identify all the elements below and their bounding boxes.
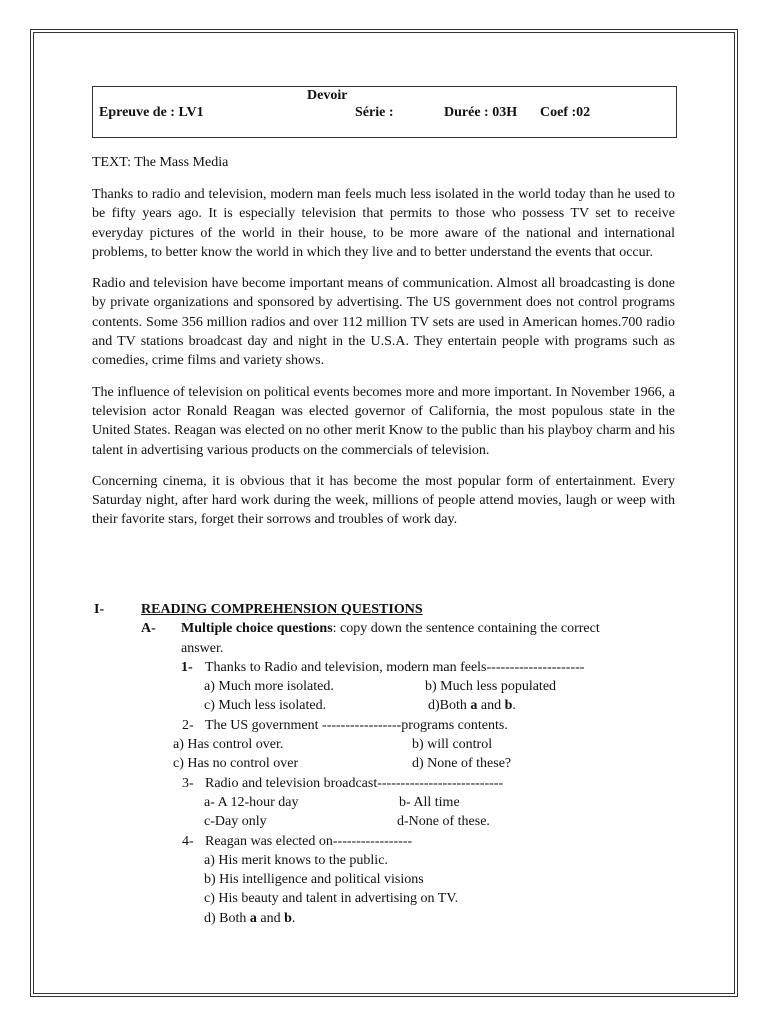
question-2-options-cd	[92, 754, 675, 773]
header-duree: Durée : 03H	[444, 105, 518, 120]
q1-option-b: b) Much less populated	[425, 679, 557, 695]
question-1	[92, 658, 675, 677]
q4-option-d-bold-b: b	[284, 910, 292, 926]
question-4-option-b-row	[92, 870, 675, 889]
q4-option-d-bold-a: a	[249, 910, 257, 926]
q1-option-d-bold-a: a	[470, 698, 478, 714]
paragraph-3: The influence of television on political events becomes more and more important. In November 1966, a television actor Ronald Reagan was elected governor of California, the most populous state in the United States. Reagan was elected on no other merit Know to the public than his playboy charm and his talent in advertising various products on the commercials of television.	[92, 384, 675, 458]
section-number: I-	[94, 602, 105, 617]
question-3	[92, 774, 675, 793]
question-4-option-d-row	[92, 909, 675, 928]
question-1-stem: Thanks to Radio and television, modern man feels---------------------	[205, 659, 585, 675]
q2-option-d: d) None of these?	[412, 756, 512, 772]
question-2	[92, 716, 675, 735]
question-2-number: 2-	[182, 717, 194, 733]
q4-option-d-and: and	[256, 910, 285, 926]
q1-option-a: a) Much more isolated.	[204, 679, 334, 695]
subsection-heading	[92, 619, 675, 638]
section-heading	[92, 600, 675, 619]
question-3-options-cd	[92, 812, 675, 831]
subsection-letter: A-	[141, 621, 156, 637]
paragraph-2: Radio and television have become important means of communication. Almost all broadcasting is done by private organizations and sponsored by advertising. The US government does not control programs contents. Some 356 million radios and over 112 million TV sets are used in American homes.700 radio and TV stations broadcast day and night in the U.S.A. They entertain people with programs such as comedies, crime films and variety shows.	[92, 276, 675, 369]
q1-option-d-end: .	[512, 698, 516, 714]
header-coef: Coef :02	[540, 105, 591, 120]
q2-option-b: b) will control	[412, 737, 493, 753]
question-3-stem: Radio and television broadcast---------------------------	[205, 775, 504, 791]
header-serie: Série :	[355, 105, 394, 120]
q4-option-d-end: .	[291, 910, 296, 926]
header-epreuve: Epreuve de : LV1	[99, 105, 204, 120]
q1-option-c: c) Much less isolated.	[204, 698, 327, 714]
q4-option-a: a) His merit knows to the public.	[204, 852, 388, 868]
question-2-options-ab	[92, 735, 675, 754]
q4-option-d	[204, 909, 295, 928]
question-3-number: 3-	[182, 775, 194, 791]
q1-option-d	[428, 696, 516, 715]
q4-option-d-text: d) Both	[204, 910, 250, 926]
question-4-option-a-row	[92, 851, 675, 870]
subsection-line	[181, 619, 675, 638]
subsection-instruction-cont: answer.	[181, 640, 224, 656]
question-1-options-ab	[92, 677, 675, 696]
q4-option-c: c) His beauty and talent in advertising on TV.	[204, 891, 459, 907]
subsection-instruction: : copy down the sentence containing the correct	[332, 621, 600, 637]
reading-text	[92, 154, 675, 542]
question-4-option-c-row	[92, 889, 675, 908]
text-title: TEXT: The Mass Media	[92, 155, 229, 170]
question-4-number: 4-	[182, 833, 194, 849]
subsection-continuation	[92, 639, 675, 658]
q1-option-d-and: and	[477, 698, 505, 714]
question-4-stem: Reagan was elected on-----------------	[205, 833, 413, 849]
paragraph-4: Concerning cinema, it is obvious that it has become the most popular form of entertainment. Every Saturday night, after hard work during the week, millions of people attend movies, laugh or weep with their favorite stars, forget their sorrows and troubles of work day.	[92, 473, 675, 528]
question-3-options-ab	[92, 793, 675, 812]
q2-option-c: c) Has no control over	[173, 756, 299, 772]
q4-option-b: b) His intelligence and political visions	[204, 872, 424, 888]
section-title: READING COMPREHENSION QUESTIONS	[141, 602, 423, 617]
exam-header-box	[92, 86, 677, 138]
paragraph-1: Thanks to radio and television, modern man feels much less isolated in the world today than he used to be fifty years ago. It is especially television that permits to those who possess TV set to receive everyday pictures of the world in their house, to be more aware of the national and international problems, to better know the world in which they live and to better understand the events that occur.	[92, 187, 675, 260]
q3-option-a: a- A 12-hour day	[204, 794, 299, 810]
q3-option-c: c-Day only	[204, 814, 267, 830]
q3-option-b: b- All time	[399, 794, 460, 810]
subsection-title: Multiple choice questions	[181, 621, 333, 637]
q1-option-d-text: d)Both	[428, 698, 471, 714]
header-title: Devoir	[307, 88, 348, 103]
question-4	[92, 832, 675, 851]
question-2-stem: The US government -----------------programs contents.	[205, 717, 508, 733]
q2-option-a: a) Has control over.	[173, 737, 284, 753]
questions-section	[92, 600, 675, 928]
q3-option-d: d-None of these.	[397, 814, 490, 830]
q1-option-d-bold-b: b	[504, 698, 513, 714]
question-1-options-cd	[92, 696, 675, 715]
question-1-number: 1-	[181, 659, 193, 675]
